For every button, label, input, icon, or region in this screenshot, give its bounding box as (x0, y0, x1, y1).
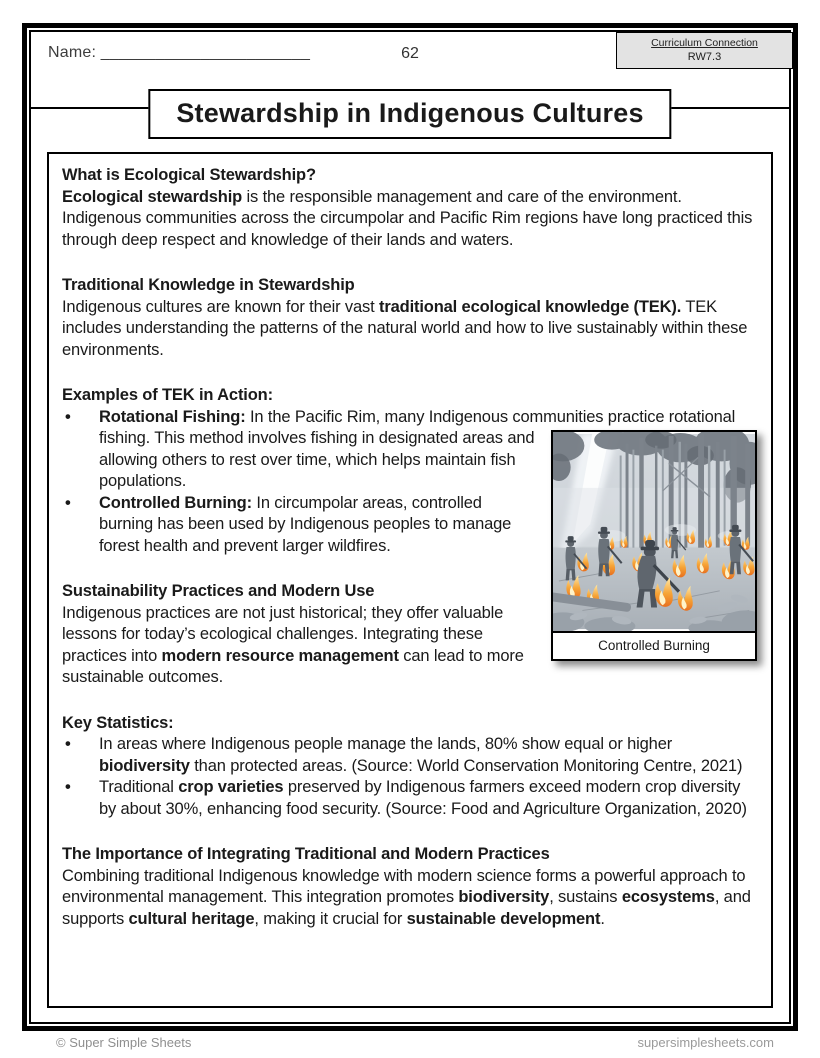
section-heading: What is Ecological Stewardship? (62, 166, 316, 184)
section-heading: The Importance of Integrating Traditional and Modern Practices (62, 845, 550, 863)
bullet-text: Traditional crop varieties preserved by Indigenous farmers exceed modern crop diversity by about 30%, enhancing food security. (Source: Food and Agriculture Organization, 2020) (99, 778, 747, 818)
curriculum-connection-code: RW7.3 (687, 51, 722, 63)
name-blank-line: _______________________ (100, 44, 311, 61)
name-field (48, 44, 310, 62)
bullet-crop-varieties-statistic (62, 777, 757, 820)
section-body: Indigenous practices are not just historical; they offer valuable lessons for today’s ecological challenges. Integrating these practices into modern resource management can lead to more sustainable outcomes. (62, 603, 524, 686)
section-body: Ecological stewardship is the responsible management and care of the environment. Indigenous communities across the circumpolar and Pacific Rim regions have long practiced this through deep respect and knowledge of their lands and waters. (62, 187, 753, 249)
footer-copyright: © Super Simple Sheets (56, 1035, 192, 1050)
section-key-statistics (62, 713, 757, 821)
bullet-controlled-burning (62, 493, 757, 558)
bullet-biodiversity-statistic (62, 734, 757, 777)
section-heading: Traditional Knowledge in Stewardship (62, 276, 355, 294)
section-importance-of-integrating (62, 844, 757, 930)
page-title: Stewardship in Indigenous Cultures (148, 89, 671, 139)
section-heading: Key Statistics: (62, 713, 174, 732)
bullet-text: In areas where Indigenous people manage the lands, 80% show equal or higher biodiversity than protected areas. (Source: World Conservation Monitoring Centre, 2021) (99, 735, 743, 775)
curriculum-connection-label: Curriculum Connection (651, 37, 758, 49)
curriculum-connection-box (616, 32, 793, 69)
section-body: Indigenous cultures are known for their vast traditional ecological knowledge (TEK). TEK includes understanding the patterns of the natural world and how to live sustainably within these environments. (62, 297, 748, 359)
section-heading: Examples of TEK in Action: (62, 386, 273, 404)
name-label: Name: (48, 44, 97, 61)
worksheet-content-box (47, 152, 773, 1008)
section-body: Combining traditional Indigenous knowledge with modern science forms a powerful approach to environmental management. This integration promotes biodiversity, sustains ecosystems, and supports cultural heritage, making it crucial for sustainable development. (62, 866, 751, 928)
section-what-is-ecological-stewardship (62, 165, 757, 251)
bullet-text: Rotational Fishing: In the Pacific Rim, many Indigenous communities practice rotational fishing. This method involves fishing in designated areas and allowing others to rest over time, which helps maintain fish populations. (99, 407, 736, 490)
section-traditional-knowledge (62, 275, 757, 361)
footer-website: supersimplesheets.com (637, 1035, 774, 1050)
figure-caption: • Controlled Burning (553, 631, 755, 659)
bullet-text: Controlled Burning: In circumpolar areas, controlled burning has been used by Indigenous peoples to manage forest health and prevent larger wildfires. (99, 493, 512, 555)
page-number: 62 (401, 45, 419, 62)
section-heading: Sustainability Practices and Modern Use (62, 582, 375, 600)
